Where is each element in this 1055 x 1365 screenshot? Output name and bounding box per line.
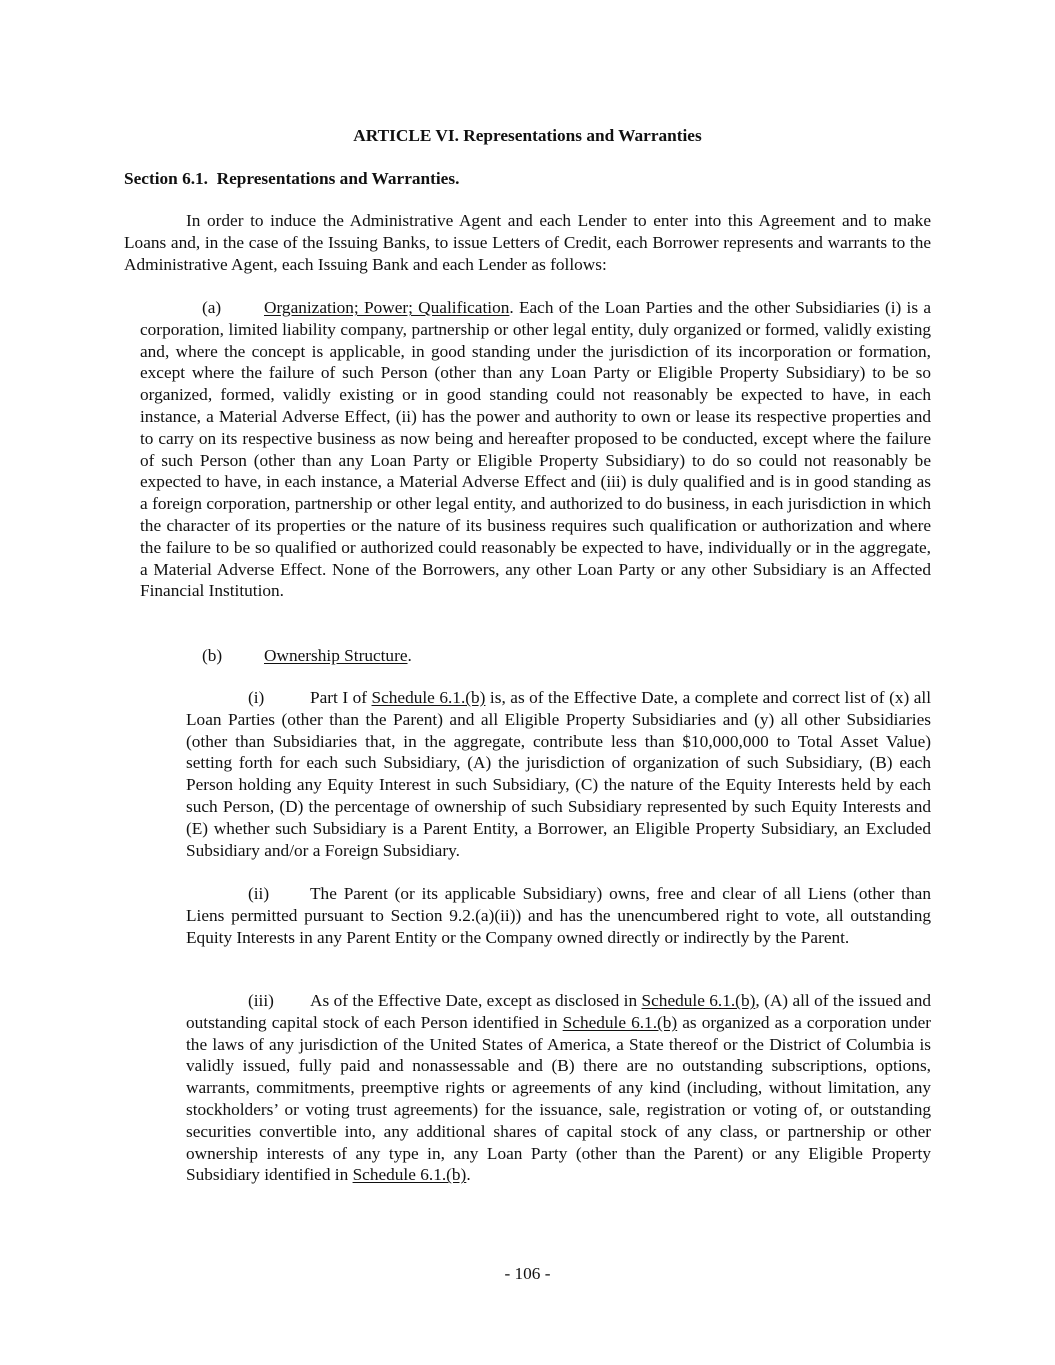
paragraph-b-iii-label: (iii): [248, 991, 274, 1010]
section-title: Section 6.1. Representations and Warranties.: [124, 169, 460, 188]
paragraph-b-label: (b): [202, 646, 223, 665]
schedule-reference-link: Schedule 6.1.(b): [562, 1012, 678, 1032]
paragraph-b-i: [186, 687, 931, 861]
paragraph-b-iii: [186, 990, 931, 1186]
article-title: ARTICLE VI. Representations and Warranties: [353, 126, 702, 145]
paragraph-b-iii-text-3: as organized as a corporation under the laws of any jurisdiction of the United States of America, a State thereof or the District of Columbia is validly issued, fully paid and nonassessable and (B) there are no outstanding subscriptions, options, warrants, commitments, preemptive rights or agreements of any kind (including, without limitation, any stockholders’ or voting trust agreements) for the issuance, sale, registration or voting of, or outstanding securities convertible into, any additional shares of capital stock of any class, or partnership or other ownership interests of any type in, any Loan Party (other than the Parent) or any Eligible Property Subsidiary identified in: [186, 1012, 931, 1185]
paragraph-b-i-label: (i): [248, 688, 265, 707]
paragraph-b-ii-text: The Parent (or its applicable Subsidiary) owns, free and clear of all Liens (other than Liens permitted pursuant to Section 9.2.(a)(ii)) and has the unencumbered right to vote, all outstanding Equity Interests in any Parent Entity or the Company owned directly or indirectly by the Parent.: [186, 884, 931, 947]
paragraph-b-text: .: [407, 646, 412, 665]
paragraph-b-i-text-1: Part I of: [310, 688, 372, 707]
paragraph-b-iii-text-2: , (A) all of the issued and outstanding capital stock of each Person identified in: [186, 991, 931, 1032]
paragraph-b-iii-text-1: As of the Effective Date, except as disclosed in: [310, 991, 642, 1010]
intro-paragraph: In order to induce the Administrative Agent and each Lender to enter into this Agreement and to make Loans and, in the case of the Issuing Banks, to issue Letters of Credit, each Borrower represents and warrants to the Administrative Agent, each Issuing Bank and each Lender as follows:: [124, 211, 931, 274]
paragraph-a-text: . Each of the Loan Parties and the other Subsidiaries (i) is a corporation, limited liability company, partnership or other legal entity, duly organized or formed, validly existing and, where the concept is applicable, in good standing under the jurisdiction of its incorporation or formation, except where the failure of such Person (other than any Loan Party or Eligible Property Subsidiary) to be so organized, formed, validly existing or in good standing could not reasonably be expected to have, in each instance, a Material Adverse Effect, (ii) has the power and authority to own or lease its respective properties and to carry on its respective business as now being and hereafter proposed to be conducted, except where the failure of such Person (other than any Loan Party or Eligible Property Subsidiary) to do so could not reasonably be expected to have, in each instance, a Material Adverse Effect and (iii) is duly qualified and is in good standing as a foreign corporation, partnership or other legal entity, and authorized to do business, in each jurisdiction in which the character of its properties or the nature of its business requires such qualification or authorization and where the failure to be so qualified or authorized could reasonably be expected to have, individually or in the aggregate, a Material Adverse Effect. None of the Borrowers, any other Loan Party or any other Subsidiary is an Affected Financial Institution.: [140, 298, 931, 601]
paragraph-a-label: (a): [202, 298, 222, 317]
paragraph-a: [140, 297, 931, 602]
paragraph-b-iii-text-4: .: [466, 1165, 471, 1185]
paragraph-a-heading: Organization; Power; Qualification: [264, 298, 510, 317]
schedule-reference-link: Schedule 6.1.(b): [352, 1165, 467, 1185]
paragraph-b-ii: [186, 883, 931, 948]
paragraph-b-i-text-2: is, as of the Effective Date, a complete and correct list of (x) all Loan Parties (other than the Parent) and all Eligible Property Subsidiaries and (y) all other Subsidiaries (other than Subsidiaries that, in the aggregate, contribute less than $10,000,000 to Total Asset Value) setting forth for each such Subsidiary, (A) the jurisdiction of organization of such Subsidiary, (B) each Person holding any Equity Interest in such Subsidiary, (C) the nature of the Equity Interests held by each such Person, (D) the percentage of ownership of such Subsidiary represented by such Equity Interests and (E) whether such Subsidiary is a Parent Entity, a Borrower, an Eligible Property Subsidiary, an Excluded Subsidiary and/or a Foreign Subsidiary.: [186, 688, 931, 860]
paragraph-b-ii-label: (ii): [248, 884, 270, 903]
schedule-reference-link: Schedule 6.1.(b): [371, 688, 486, 707]
page-number: - 106 -: [504, 1264, 551, 1283]
paragraph-b: [202, 645, 931, 667]
schedule-reference-link: Schedule 6.1.(b): [641, 991, 756, 1010]
paragraph-b-heading: Ownership Structure: [264, 646, 408, 665]
